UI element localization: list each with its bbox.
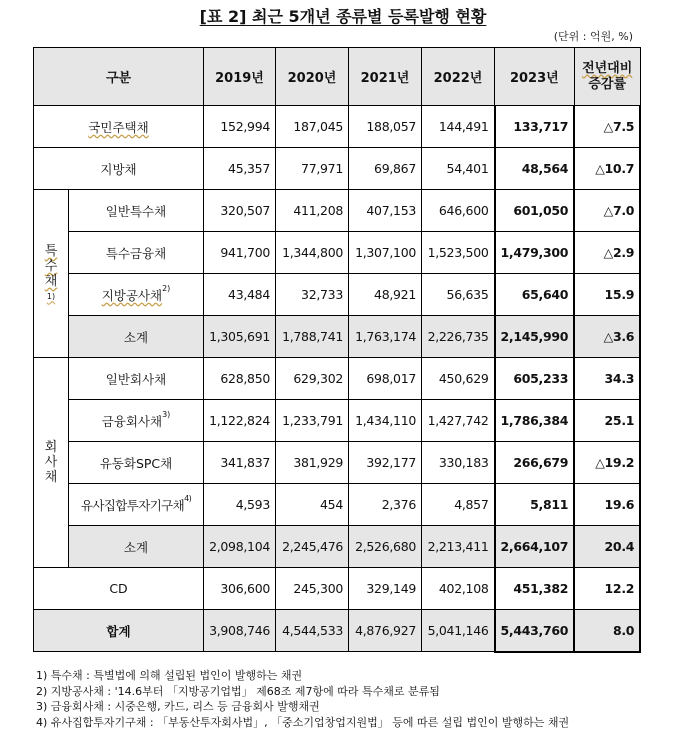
cell-2019: 2,098,104	[204, 526, 276, 568]
cell-rate: 15.9	[574, 274, 640, 316]
cell-2020: 187,045	[276, 106, 349, 148]
cell-2022: 144,491	[422, 106, 495, 148]
cell-2019: 43,484	[204, 274, 276, 316]
header-2023: 2023년	[495, 48, 575, 106]
cell-2021: 407,153	[349, 190, 422, 232]
row-label: 지방채	[34, 148, 204, 190]
footnote-marker: 2)	[162, 283, 171, 293]
header-2022: 2022년	[422, 48, 495, 106]
cell-rate: △7.0	[574, 190, 640, 232]
cell-2021: 329,149	[349, 568, 422, 610]
cell-2023: 601,050	[495, 190, 575, 232]
cell-2019: 306,600	[204, 568, 276, 610]
cell-2020: 454	[276, 484, 349, 526]
table-title	[0, 4, 686, 27]
cell-2021: 698,017	[349, 358, 422, 400]
cell-2023: 2,664,107	[495, 526, 575, 568]
group-char: 회	[44, 440, 58, 455]
row-label: 합계	[34, 610, 204, 652]
cell-rate: 12.2	[574, 568, 640, 610]
cell-2020: 411,208	[276, 190, 349, 232]
cell-2022: 1,427,742	[422, 400, 495, 442]
header-2019: 2019년	[204, 48, 276, 106]
issuance-table	[33, 47, 641, 653]
cell-rate: △2.9	[574, 232, 640, 274]
table-row	[34, 358, 641, 400]
row-label: 특수금융채	[69, 232, 204, 274]
cell-2020: 32,733	[276, 274, 349, 316]
cell-2021: 1,763,174	[349, 316, 422, 358]
table-row	[34, 232, 641, 274]
row-label	[34, 106, 204, 148]
cell-2023: 2,145,990	[495, 316, 575, 358]
cell-2020: 77,971	[276, 148, 349, 190]
row-label: 소계	[69, 316, 204, 358]
cell-2019: 3,908,746	[204, 610, 276, 652]
cell-rate: △7.5	[574, 106, 640, 148]
header-rate-line1: 전년대비	[582, 60, 633, 76]
cell-2022: 402,108	[422, 568, 495, 610]
cell-rate: 20.4	[574, 526, 640, 568]
cell-rate: 8.0	[574, 610, 640, 652]
group-char: 수	[44, 258, 58, 274]
group-char: 사	[44, 455, 58, 470]
cell-2019: 320,507	[204, 190, 276, 232]
row-label-text: 금융회사채	[101, 413, 163, 429]
footnote-1: 1) 특수채 : 특별법에 의해 설립된 법인이 발행하는 채권	[36, 669, 303, 682]
cell-rate: △19.2	[574, 442, 640, 484]
cell-2020: 381,929	[276, 442, 349, 484]
footnote-3: 3) 금융회사채 : 시중은행, 카드, 리스 등 금융회사 발행채권	[36, 700, 320, 713]
table-row	[34, 274, 641, 316]
group-char: 채	[44, 470, 58, 485]
cell-2022: 5,041,146	[422, 610, 495, 652]
cell-2022: 646,600	[422, 190, 495, 232]
cell-2021: 392,177	[349, 442, 422, 484]
cell-2021: 4,876,927	[349, 610, 422, 652]
cell-2023: 1,479,300	[495, 232, 575, 274]
unit-label: (단위 : 억원, %)	[553, 30, 633, 43]
cell-2022: 54,401	[422, 148, 495, 190]
cell-2023: 266,679	[495, 442, 575, 484]
table-row	[34, 484, 641, 526]
group-label-special	[34, 190, 69, 358]
group-char: 채	[44, 273, 58, 289]
row-label-text: 지방공사채	[101, 287, 163, 303]
header-2020: 2020년	[276, 48, 349, 106]
footnote-marker: 3)	[162, 409, 171, 419]
cell-2023: 48,564	[495, 148, 575, 190]
cell-2020: 1,344,800	[276, 232, 349, 274]
header-rate-line2: 증감률	[588, 76, 627, 92]
footnote-marker: 4)	[184, 493, 192, 503]
footnote-2: 2) 지방공사채 : '14.6부터 「지방공기업법」 제68조 제7항에 따라 특수채로 분류됨	[36, 684, 440, 698]
cell-rate: 34.3	[574, 358, 640, 400]
cell-2019: 941,700	[204, 232, 276, 274]
cell-rate: △3.6	[574, 316, 640, 358]
cell-2019: 341,837	[204, 442, 276, 484]
cell-2019: 4,593	[204, 484, 276, 526]
row-label: 일반특수채	[69, 190, 204, 232]
row-label	[69, 400, 204, 442]
cell-2021: 48,921	[349, 274, 422, 316]
table-title-text: [표 2] 최근 5개년 종류별 등록발행 현황	[199, 7, 487, 26]
cell-2022: 2,213,411	[422, 526, 495, 568]
table-row	[34, 568, 641, 610]
footnote-4: 4) 유사집합투자기구채 : 「부동산투자회사법」, 「중소기업창업지원법」 등에 따른 설립 법인이 발행하는 채권	[36, 715, 570, 729]
header-rate	[574, 48, 640, 106]
header-2021: 2021년	[349, 48, 422, 106]
cell-2023: 451,382	[495, 568, 575, 610]
subtotal-row-special	[34, 316, 641, 358]
table-row	[34, 148, 641, 190]
row-label: 유동화SPC채	[69, 442, 204, 484]
table-row	[34, 442, 641, 484]
cell-2023: 133,717	[495, 106, 575, 148]
cell-2022: 450,629	[422, 358, 495, 400]
cell-2023: 5,443,760	[495, 610, 575, 652]
total-row	[34, 610, 641, 652]
cell-2021: 188,057	[349, 106, 422, 148]
table-row	[34, 106, 641, 148]
group-label-corporate	[34, 358, 69, 568]
cell-2021: 1,307,100	[349, 232, 422, 274]
cell-2020: 1,233,791	[276, 400, 349, 442]
cell-2019: 1,305,691	[204, 316, 276, 358]
row-label: 일반회사채	[69, 358, 204, 400]
cell-2020: 2,245,476	[276, 526, 349, 568]
row-label-text: 유사집합투자기구채	[80, 497, 185, 513]
row-label-text: 국민주택채	[88, 119, 149, 135]
cell-2020: 245,300	[276, 568, 349, 610]
cell-2021: 2,526,680	[349, 526, 422, 568]
cell-2022: 4,857	[422, 484, 495, 526]
header-category: 구분	[34, 48, 204, 106]
cell-2020: 1,788,741	[276, 316, 349, 358]
cell-2020: 4,544,533	[276, 610, 349, 652]
group-char: 특	[44, 243, 58, 259]
subtotal-row-corporate	[34, 526, 641, 568]
group-footnote: 1)	[46, 291, 56, 301]
row-label: 소계	[69, 526, 204, 568]
cell-rate: 19.6	[574, 484, 640, 526]
cell-2021: 2,376	[349, 484, 422, 526]
cell-2022: 330,183	[422, 442, 495, 484]
cell-2023: 65,640	[495, 274, 575, 316]
cell-rate: △10.7	[574, 148, 640, 190]
cell-2021: 69,867	[349, 148, 422, 190]
cell-2022: 1,523,500	[422, 232, 495, 274]
cell-2022: 56,635	[422, 274, 495, 316]
footnotes	[36, 668, 569, 730]
cell-2022: 2,226,735	[422, 316, 495, 358]
table-row	[34, 400, 641, 442]
cell-rate: 25.1	[574, 400, 640, 442]
row-label	[69, 274, 204, 316]
cell-2023: 5,811	[495, 484, 575, 526]
cell-2019: 628,850	[204, 358, 276, 400]
cell-2019: 152,994	[204, 106, 276, 148]
cell-2021: 1,434,110	[349, 400, 422, 442]
row-label	[69, 484, 204, 526]
cell-2020: 629,302	[276, 358, 349, 400]
cell-2019: 1,122,824	[204, 400, 276, 442]
cell-2019: 45,357	[204, 148, 276, 190]
table-row	[34, 190, 641, 232]
cell-2023: 605,233	[495, 358, 575, 400]
cell-2023: 1,786,384	[495, 400, 575, 442]
row-label: CD	[34, 568, 204, 610]
header-row	[34, 48, 641, 106]
